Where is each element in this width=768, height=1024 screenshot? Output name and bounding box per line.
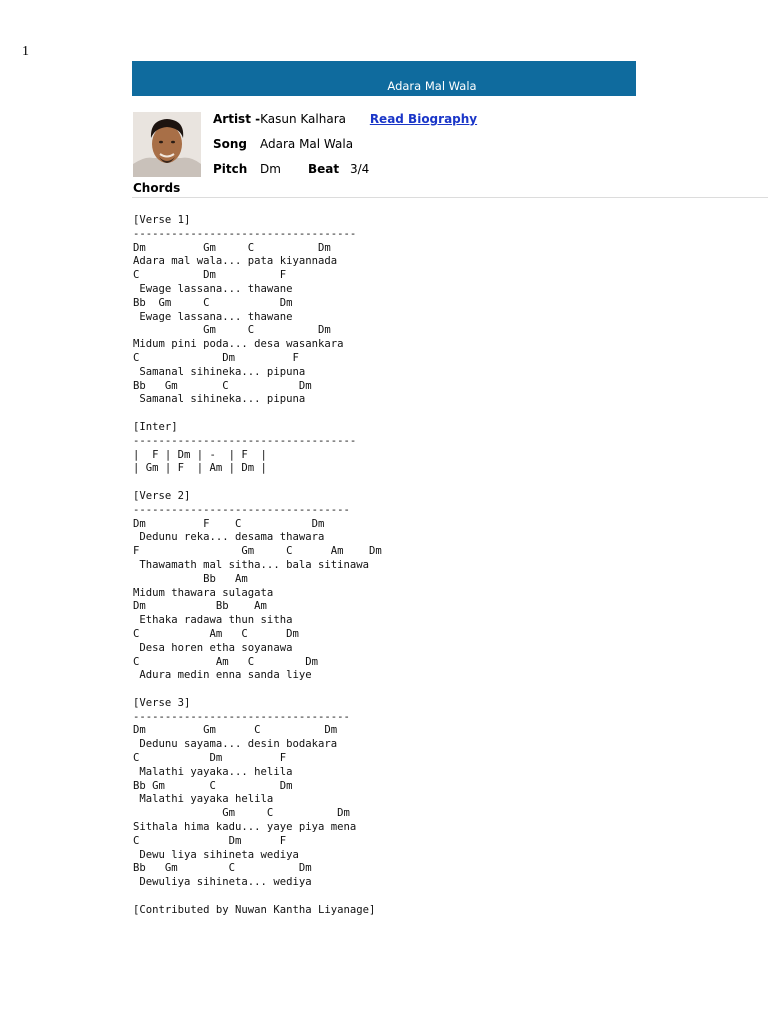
- read-biography-link[interactable]: Read Biography: [369, 112, 478, 126]
- artist-photo-image: [133, 112, 201, 177]
- chord-sheet-line: Dedunu reka... desama thawara: [133, 531, 325, 544]
- artist-photo: [133, 112, 201, 177]
- chord-sheet-line: C Am C Dm: [133, 627, 299, 640]
- chord-sheet-line: Dm Gm C Dm: [133, 241, 331, 254]
- song-title: Adara Mal Wala: [387, 78, 477, 93]
- chord-sheet-line: C Am C Dm: [133, 655, 318, 668]
- chord-sheet-line: Ewage lassana... thawane: [133, 282, 293, 295]
- chord-sheet-line: Samanal sihineka... pipuna: [133, 393, 306, 406]
- chord-sheet-line: [Verse 2]: [133, 489, 191, 502]
- pitch-beat-row: [213, 162, 369, 176]
- chord-sheet-line: Bb Am: [133, 572, 248, 585]
- chord-sheet-line: Malathi yayaka... helila: [133, 765, 293, 778]
- page-number: 1: [22, 44, 29, 59]
- chord-sheet-line: Bb Gm C Dm: [133, 379, 312, 392]
- chord-sheet-line: ----------------------------------: [133, 503, 350, 516]
- chord-sheet-line: Dewuliya sihineta... wediya: [133, 876, 312, 889]
- song-title-bar: [132, 61, 636, 96]
- chord-sheet-line: Ethaka radawa thun sitha: [133, 614, 293, 627]
- pitch-value: Dm: [260, 162, 281, 176]
- chord-sheet-line: C Dm F: [133, 834, 287, 847]
- chord-sheet-line: Bb Gm C Dm: [133, 296, 293, 309]
- chord-sheet-line: Gm C Dm: [133, 807, 350, 820]
- chord-sheet-line: Dewu liya sihineta wediya: [133, 848, 299, 861]
- chord-sheet-line: [Verse 1]: [133, 214, 191, 226]
- chord-sheet-line: Dm Bb Am: [133, 600, 267, 613]
- divider: [132, 197, 768, 198]
- song-name: Adara Mal Wala: [260, 137, 354, 151]
- song-label: Song: [213, 137, 248, 151]
- chord-sheet-line: Desa horen etha soyanawa: [133, 641, 293, 654]
- chord-sheet-line: C Dm F: [133, 752, 287, 765]
- beat-value: 3/4: [350, 162, 370, 176]
- chord-sheet-line: Gm C Dm: [133, 324, 331, 337]
- chord-sheet-line: Adura medin enna sanda liye: [133, 669, 312, 682]
- chord-sheet-line: Thawamath mal sitha... bala sitinawa: [133, 558, 369, 571]
- chord-sheet-line: Midum pini poda... desa wasankara: [133, 338, 344, 351]
- chord-sheet-line: | Gm | F | Am | Dm |: [133, 462, 267, 475]
- chords-heading: Chords: [133, 181, 181, 195]
- chord-sheet-line: C Dm F: [133, 351, 299, 364]
- chord-sheet-line: Bb Gm C Dm: [133, 779, 293, 792]
- chord-sheet-line: Dedunu sayama... desin bodakara: [133, 738, 338, 751]
- chord-sheet: [133, 214, 382, 918]
- chord-sheet-line: Dm F C Dm: [133, 517, 325, 530]
- chord-sheet-line: Midum thawara sulagata: [133, 586, 274, 599]
- pitch-label: Pitch: [213, 162, 248, 176]
- song-row: [213, 137, 353, 151]
- chord-sheet-line: [Contributed by Nuwan Kantha Liyanage]: [133, 903, 376, 916]
- chord-sheet-line: [Verse 3]: [133, 696, 191, 709]
- chord-sheet-line: Adara mal wala... pata kiyannada: [133, 255, 338, 268]
- chord-sheet-line: -----------------------------------: [133, 227, 357, 240]
- beat-label: Beat: [308, 162, 340, 176]
- chord-sheet-line: -----------------------------------: [133, 434, 357, 447]
- chord-sheet-line: [133, 890, 382, 904]
- chord-sheet-line: [Inter]: [133, 420, 178, 433]
- chord-sheet-line: C Dm F: [133, 269, 287, 282]
- chord-sheet-line: Dm Gm C Dm: [133, 724, 338, 737]
- chord-sheet-line: Malathi yayaka helila: [133, 793, 274, 806]
- chord-sheet-line: F Gm C Am Dm: [133, 545, 382, 558]
- artist-row: [213, 112, 477, 126]
- chord-sheet-line: Sithala hima kadu... yaye piya mena: [133, 821, 357, 834]
- artist-label: Artist -: [213, 112, 261, 126]
- artist-name: Kasun Kalhara: [260, 112, 346, 126]
- chord-sheet-line: [133, 476, 382, 490]
- chord-sheet-line: Samanal sihineka... pipuna: [133, 365, 306, 378]
- chord-sheet-line: | F | Dm | - | F |: [133, 448, 267, 461]
- chord-sheet-line: Bb Gm C Dm: [133, 862, 312, 875]
- chord-sheet-line: ----------------------------------: [133, 710, 350, 723]
- chord-sheet-line: [133, 407, 382, 421]
- chord-sheet-line: [133, 683, 382, 697]
- chord-sheet-line: Ewage lassana... thawane: [133, 310, 293, 323]
